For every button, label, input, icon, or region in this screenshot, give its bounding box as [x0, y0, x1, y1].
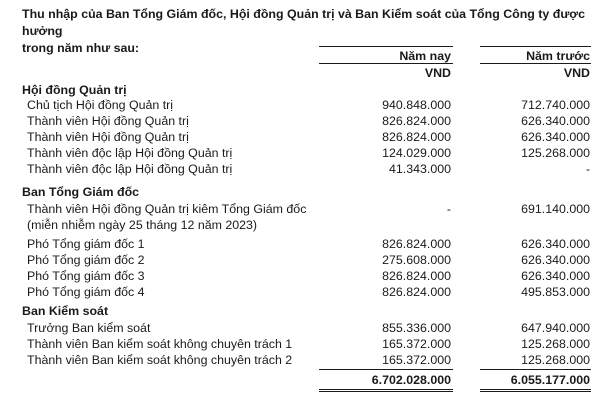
row-previous-value: 712.740.000 — [521, 98, 590, 112]
total-current: 6.702.028.000 — [371, 373, 451, 387]
row-current-value: 826.824.000 — [382, 114, 451, 128]
intro-line-1: Thu nhập của Ban Tổng Giám đốc, Hội đồng Quản trị và Ban Kiểm soát của Tổng Công ty được hưởng — [22, 7, 585, 38]
row-label: Thành viên độc lập Hội đồng Quản trị — [27, 162, 233, 176]
header-current-year: Năm nay — [399, 49, 451, 63]
table-row — [27, 336, 590, 352]
row-current-value: 855.336.000 — [382, 321, 451, 335]
row-previous-value: 626.340.000 — [521, 269, 590, 283]
header-top-rule-previous — [480, 46, 591, 47]
table-row — [27, 113, 590, 129]
row-current-value: 124.029.000 — [382, 146, 451, 160]
row-previous-value: 626.340.000 — [521, 253, 590, 267]
row-label: Thành viên Hội đồng Quản trị — [27, 130, 189, 144]
row-current-value: 940.848.000 — [382, 98, 451, 112]
row-current-value: 165.372.000 — [382, 353, 451, 367]
header-currency-current: VND — [424, 66, 451, 80]
table-row — [27, 236, 590, 252]
table-row — [27, 161, 590, 177]
row-current-value: 41.343.000 — [388, 162, 451, 176]
row-previous-value: 626.340.000 — [521, 237, 590, 251]
table-row — [27, 320, 590, 336]
row-current-value: 826.824.000 — [382, 285, 451, 299]
row-current-value: - — [446, 202, 451, 216]
table-row — [27, 201, 590, 217]
row-previous-value: 626.340.000 — [521, 114, 590, 128]
row-previous-value: 125.268.000 — [521, 337, 590, 351]
header-top-rule-current — [319, 46, 453, 47]
row-label: Thành viên độc lập Hội đồng Quản trị — [27, 146, 233, 160]
table-row — [27, 217, 590, 233]
header-currency-previous: VND — [563, 66, 590, 80]
row-label: Thành viên Hội đồng Quản trị — [27, 114, 189, 128]
section-title-executive-board: Ban Tổng Giám đốc — [22, 185, 140, 199]
row-current-value: 826.824.000 — [382, 130, 451, 144]
total-double-rule-current-2 — [319, 391, 453, 392]
row-current-value: 165.372.000 — [382, 337, 451, 351]
header-mid-rule-previous — [480, 63, 591, 64]
table-row — [27, 145, 590, 161]
header-mid-rule-current — [319, 63, 453, 64]
row-label: Chủ tịch Hội đồng Quản trị — [27, 98, 174, 112]
row-current-value: 826.824.000 — [382, 237, 451, 251]
table-row — [27, 284, 590, 300]
row-label: Thành viên Ban kiểm soát không chuyên trách 2 — [27, 353, 293, 367]
row-previous-value: 125.268.000 — [521, 353, 590, 367]
section-title-board: Hội đồng Quản trị — [22, 83, 127, 97]
row-previous-value: 691.140.000 — [521, 202, 590, 216]
table-row — [27, 97, 590, 113]
table-row — [27, 268, 590, 284]
intro-paragraph — [22, 6, 607, 57]
table-row — [27, 129, 590, 145]
total-previous: 6.055.177.000 — [510, 373, 590, 387]
row-previous-value: 647.940.000 — [521, 321, 590, 335]
row-previous-value: 495.853.000 — [521, 285, 590, 299]
row-current-value: 826.824.000 — [382, 269, 451, 283]
total-top-rule-previous — [480, 369, 591, 370]
row-label: Phó Tổng giám đốc 1 — [27, 237, 145, 251]
row-label: Thành viên Hội đồng Quản trị kiêm Tổng Giám đốc — [27, 202, 307, 216]
table-row — [27, 252, 590, 268]
row-previous-value: - — [585, 162, 590, 176]
row-label: Trưởng Ban kiểm soát — [27, 321, 151, 335]
row-label: Phó Tổng giám đốc 3 — [27, 269, 145, 283]
total-double-rule-current-1 — [319, 389, 453, 390]
section-title-supervisory-board: Ban Kiểm soát — [22, 304, 109, 318]
total-double-rule-previous-1 — [480, 389, 591, 390]
row-label-note: (miễn nhiễm ngày 25 tháng 12 năm 2023) — [27, 218, 258, 232]
header-previous-year: Năm trước — [526, 49, 590, 63]
row-current-value: 275.608.000 — [382, 253, 451, 267]
row-previous-value: 125.268.000 — [521, 146, 590, 160]
row-label: Thành viên Ban kiểm soát không chuyên trách 1 — [27, 337, 293, 351]
row-label: Phó Tổng giám đốc 4 — [27, 285, 145, 299]
row-label: Phó Tổng giám đốc 2 — [27, 253, 145, 267]
intro-line-2: trong năm như sau: — [22, 41, 140, 55]
total-double-rule-previous-2 — [480, 391, 591, 392]
table-row — [27, 352, 590, 368]
row-previous-value: 626.340.000 — [521, 130, 590, 144]
total-top-rule-current — [319, 369, 453, 370]
